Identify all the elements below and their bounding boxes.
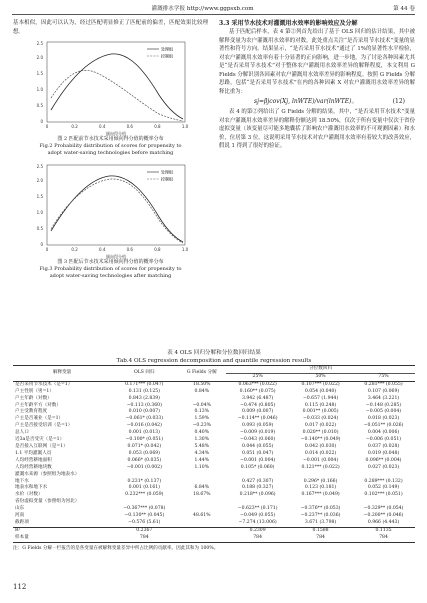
row-label: 人均经营耕地面积 xyxy=(15,457,52,463)
equation-body: sj=βjcov(Xj, lnWTE)/var(lnWTE)。 xyxy=(254,98,358,105)
row-label: 户主受教育程度 xyxy=(15,409,48,415)
th-quantile: 分位数回归 xyxy=(226,366,415,374)
table-row xyxy=(13,403,415,410)
row-cell: −0.006 (0.051) xyxy=(365,437,402,443)
row-cell xyxy=(177,396,226,403)
fig3-xlabel: 倾向得分值 xyxy=(106,254,126,259)
table-caption-cn: 表 4 OLS 回归分解和分位数回归结果 xyxy=(167,350,261,356)
row-cell: 784 xyxy=(139,534,149,540)
fig2-ytick-0: 0 xyxy=(40,119,43,124)
fig3-caption-en-2: adopt water-saving technologies after matching xyxy=(49,273,172,279)
th-q75: 75% xyxy=(352,373,415,381)
fig2-caption-en-2: adopt water-saving technologies before matching xyxy=(47,150,174,156)
fig3-xtick-1: 0.2 xyxy=(71,247,78,252)
row-cell: −0.623** (0.171) xyxy=(237,506,278,512)
row-cell: 0.107*** (0.022) xyxy=(301,381,340,387)
row-cell: −0.009 (0.019) xyxy=(240,430,276,436)
row-cell: −0.474 (0.805) xyxy=(240,402,276,408)
row-cell: −0.016 (0.042) xyxy=(126,423,162,429)
row-cell: 784 xyxy=(316,534,325,540)
row-label: 截距项 xyxy=(15,519,29,525)
row-cell: 0.052 (0.149) xyxy=(367,485,400,491)
row-cell: −0.237** (0.036) xyxy=(300,513,341,519)
table-row xyxy=(13,499,415,506)
left-column xyxy=(13,19,208,280)
row-cell: 4.34% xyxy=(194,450,210,456)
row-cell xyxy=(352,472,415,479)
row-cell xyxy=(177,520,226,527)
table-row xyxy=(13,409,415,416)
row-cell: −0.148 (0.285) xyxy=(365,402,402,408)
row-cell: 0.017 (0.022) xyxy=(304,423,337,429)
row-cell: 0.051 (0.047) xyxy=(241,450,274,456)
row-cell: 0.231* (0.137) xyxy=(127,478,162,484)
right-paragraph-1: 基于匹配后样本，表 4 第②列首先给出了基于 OLS 回归的估计结果，其中被解释变量为农户灌溉用水效率的对数。此处重点关注“是否采用节水技术”变量的显著性和符号方向。结果显示，“是否采用节水技术”通过了 1%的显著性水平检验，对农户灌溉用水效率有着十分显著的正向影响，进一步地，为了讨论各种因素尤其是“是否采用节水技术”对于整体农户灌溉用水效率差异的解释程度，本文利用 G Fields 分解识别各因素对农户灌溉用水效率差异的影响程度。按照 G Fields 分解思路，包括“是否采用节水技术”在内的各种因素 X 对农户灌溉用水效率差异的解释比重为： xyxy=(219,29,415,95)
table-row xyxy=(13,396,415,403)
row-label: 是否接入互联网（是=1） xyxy=(15,443,68,449)
table-row xyxy=(13,430,415,437)
th-q50: 50% xyxy=(289,373,352,381)
fig3-xtick-2: 0.4 xyxy=(99,247,106,252)
fig3-legend-treated: 处理组 xyxy=(161,169,173,175)
row-cell: 0.001** (0.005) xyxy=(302,409,339,415)
row-cell: 0.218** (0.096) xyxy=(239,492,276,498)
row-label: 样本量 xyxy=(15,534,29,540)
table-row xyxy=(13,527,415,534)
fig3-ytick-2: 1.0 xyxy=(36,210,43,215)
row-cell: −0.001 (0.004) xyxy=(240,457,276,463)
row-cell: 0.131 (0.125) xyxy=(128,388,160,394)
fig3-caption-en-1: Fig.3 Probability distribution of scores for propensity to xyxy=(39,266,182,272)
table-row xyxy=(13,423,415,430)
table-note: 注：G Fields 分解一栏报告的是各变量在被解释变量差异中所占比例的贡献率，因此其和为 100%。 xyxy=(13,545,219,551)
fig3-caption-cn: 图 3 匹配后节水技术采用倾向得分值的概率分布 xyxy=(57,259,164,265)
row-cell: 0.019 (0.048) xyxy=(367,450,400,456)
row-cell: 3.671 (3.798) xyxy=(304,519,337,525)
row-cell: 0.004 (0.006) xyxy=(367,430,400,436)
row-label: 地下水 xyxy=(15,478,29,484)
row-cell xyxy=(226,472,289,479)
fig2-ytick-3: 1.5 xyxy=(36,71,43,76)
fig3-ytick-1: 0.5 xyxy=(36,226,43,231)
table-row xyxy=(13,437,415,444)
table-row xyxy=(13,416,415,423)
row-label: 是否采用节水技术（是=1） xyxy=(15,381,73,387)
right-paragraph-2: 表 4 的第②列给出了 G Fields 分解的结果，其中，“是否采用节水技术”变量对农户灌溉用水效率差异的解释份额达到 18.50%，仅次于所有变量中仅次于省份虚拟变量（该变量尽可能多地囊括了影响农户灌溉用水效率的不可观测因素）和水价，位居第 3 位。这说明采用节水技术对农户灌溉用水效率有着较大的改善效应，假说 1 得到了很好的验证。 xyxy=(219,109,415,149)
row-cell: 6.84% xyxy=(194,485,210,491)
page-number: 112 xyxy=(13,583,27,591)
row-cell: 0.427 (0.307) xyxy=(241,478,274,484)
row-cell: 3.464 (3.221) xyxy=(367,395,400,401)
row-cell: −0.329** (0.054) xyxy=(363,506,404,512)
fig3-ytick-4: 2.0 xyxy=(36,178,43,183)
row-cell: 0.2367 xyxy=(136,527,153,533)
row-cell: 1.10% xyxy=(194,464,210,470)
row-cell: −0.061* (0.033) xyxy=(125,416,164,422)
row-label: 河南 xyxy=(15,513,25,519)
row-cell: 18.67% xyxy=(193,492,211,498)
row-cell: 0.115 (0.248) xyxy=(304,402,337,408)
fig3-legend-control: 控制组 xyxy=(161,176,173,182)
row-cell: 0.009 (0.007) xyxy=(241,409,274,415)
row-cell: 1.44% xyxy=(194,457,210,463)
row-cell: 0.102*** (0.051) xyxy=(364,492,403,498)
row-cell: −0.113 (0.360) xyxy=(126,402,162,408)
row-cell: 0.40% xyxy=(194,430,210,436)
results-table xyxy=(13,365,415,543)
row-cell: 784 xyxy=(253,534,263,540)
figure-3-plot xyxy=(29,163,189,259)
row-label: 山东 xyxy=(15,506,25,512)
fig2-ytick-4: 2.0 xyxy=(36,55,43,60)
fig2-xtick-0: 0 xyxy=(45,124,49,129)
fig2-xtick-5: 1.0 xyxy=(181,124,189,129)
row-label: 省份虚拟变量（参照组为河北） xyxy=(15,499,80,505)
left-intro-paragraph: 基本相似，因此可以认为，经过匹配明显修正了匹配前的偏差，匹配效果比较理想。 xyxy=(13,20,208,35)
row-cell: 784 xyxy=(379,534,388,540)
row-cell: 0.281*** (0.055) xyxy=(364,381,403,387)
row-cell: −0.140** (0.049) xyxy=(300,437,341,443)
row-cell: 0.001 (0.161) xyxy=(128,485,160,491)
row-label: 1.1 平均灌溉人员 xyxy=(15,450,52,456)
row-cell: −0.376** (0.053) xyxy=(300,506,341,512)
fig2-control-curve xyxy=(51,70,183,121)
figure-3 xyxy=(29,163,189,259)
row-cell: 0.027 (0.023) xyxy=(367,464,400,470)
fig3-xtick-5: 1.0 xyxy=(181,247,189,252)
fig2-treated-curve xyxy=(51,54,183,119)
row-label: 户主年龄（对数） xyxy=(15,395,52,401)
row-cell: 48.61% xyxy=(193,513,211,519)
table-caption-en: Tab.4 OLS regression decomposition and quantile regression results xyxy=(116,358,312,364)
row-cell: 0.001 (0.013) xyxy=(128,430,160,436)
table-row xyxy=(13,485,415,492)
table-row xyxy=(13,506,415,513)
table-row xyxy=(13,389,415,396)
row-cell: 0.037 (0.028) xyxy=(367,443,400,449)
row-cell: 0.010 (0.007) xyxy=(128,409,160,415)
row-cell: 0.84% xyxy=(194,388,210,394)
row-cell: −0.043 (0.060) xyxy=(240,437,276,443)
table-row xyxy=(13,520,415,527)
row-cell: 0.071* (0.042) xyxy=(127,443,162,449)
fig3-xtick-4: 0.8 xyxy=(154,247,161,252)
row-cell: 0.232*** (0.059) xyxy=(125,492,164,498)
row-cell: 0.105* (0.060) xyxy=(240,464,275,470)
fig2-ytick-5: 2.5 xyxy=(36,41,43,46)
row-cell: 0.093 (0.059) xyxy=(241,423,274,429)
row-cell: 0.107 (0.069) xyxy=(367,388,400,394)
row-cell xyxy=(289,472,352,479)
table-row xyxy=(13,451,415,458)
row-cell: 0.289*** (0.132) xyxy=(364,478,403,484)
row-cell: −0.200** (0.046) xyxy=(363,513,404,519)
row-label: 户主是否兼业（是=1） xyxy=(15,416,64,422)
journal-name: 灌溉排水学报 http://www.ggpsxb.com xyxy=(151,6,254,12)
row-cell: 0.063*** (0.022) xyxy=(238,381,277,387)
row-cell: −0.367*** (0.078) xyxy=(123,506,166,512)
equation xyxy=(219,96,415,108)
row-cell: −0.114** (0.046) xyxy=(237,416,278,422)
row-label: 户主是否接受培训（是=1） xyxy=(15,423,73,429)
fig3-xtick-0: 0 xyxy=(45,247,49,252)
table-row xyxy=(13,513,415,520)
row-cell: −0.657 (1.944) xyxy=(302,395,339,401)
row-cell: 0.042 (0.030) xyxy=(304,443,337,449)
fig2-caption-cn: 图 2 匹配前节水技术采用倾向得分值的概率分布 xyxy=(57,136,164,142)
row-cell: 0.188 (0.327) xyxy=(241,485,274,491)
equation-number: (12) xyxy=(392,98,405,105)
table-row xyxy=(13,479,415,486)
row-cell: 0.171*** (0.047) xyxy=(125,381,164,387)
row-cell: 0.843 (2.839) xyxy=(128,395,160,401)
row-label: 水价（对数） xyxy=(15,492,43,498)
row-label: 近3a是否受灾（是=1） xyxy=(15,437,65,443)
row-label: 户主性别（男=1） xyxy=(15,388,54,394)
page-header xyxy=(12,4,415,15)
th-variable: 解释变量 xyxy=(13,366,111,382)
fig3-ytick-0: 0 xyxy=(40,242,43,247)
fig3-control-curve xyxy=(51,179,183,243)
row-cell: 0.096** (0.004) xyxy=(365,457,402,463)
fig2-legend-control: 控制组 xyxy=(161,53,173,59)
fig3-ytick-3: 1.5 xyxy=(36,194,43,199)
th-gfields: G Fields 分解 xyxy=(177,366,226,382)
table-row xyxy=(13,535,415,542)
row-cell: −0.001 (0.002) xyxy=(126,464,162,470)
row-cell: −0.051** (0.026) xyxy=(363,423,404,429)
th-q25: 25% xyxy=(226,373,289,381)
fig2-xlabel: 倾向得分值 xyxy=(106,131,126,136)
row-cell: 0.2309 xyxy=(249,527,266,533)
row-label: 户主年龄平方（对数） xyxy=(15,402,61,408)
row-cell: 1.59% xyxy=(194,416,210,422)
row-label: 灌溉水来源（参照组为地表水） xyxy=(15,471,80,477)
row-cell: 0.1588 xyxy=(312,527,329,533)
figure-2-plot xyxy=(29,40,189,136)
row-cell: −0.001 (0.004) xyxy=(302,457,339,463)
row-cell: 0.121*** (0.022) xyxy=(301,464,340,470)
row-cell: 3.942 (6.487) xyxy=(241,395,274,401)
row-cell: −0.005 (0.004) xyxy=(365,409,402,415)
row-cell: −0.576 (5.61) xyxy=(128,519,161,525)
row-cell: −0.130** (0.045) xyxy=(124,513,165,519)
row-cell: 18.50% xyxy=(193,381,211,387)
row-cell: 0.053 (0.069) xyxy=(128,450,160,456)
journal-volume: 第 44 卷 xyxy=(393,6,415,12)
row-cell: 0.966 (4.443) xyxy=(367,519,400,525)
fig3-xtick-3: 0.6 xyxy=(126,247,133,252)
row-cell: 0.054 (0.040) xyxy=(304,388,337,394)
row-cell: −0.04% xyxy=(192,402,212,408)
table-row xyxy=(13,472,415,479)
row-cell: 0.296* (0.166) xyxy=(303,478,338,484)
table-row xyxy=(13,381,415,388)
fig2-xtick-3: 0.6 xyxy=(126,124,133,129)
fig2-xtick-1: 0.2 xyxy=(71,124,78,129)
row-cell: −0.049 (0.055) xyxy=(240,513,276,519)
row-cell xyxy=(177,472,226,479)
table-4 xyxy=(13,349,415,552)
row-cell xyxy=(177,527,226,534)
row-cell: 0.167*** (0.049) xyxy=(301,492,340,498)
row-label: 总人口 xyxy=(15,430,29,436)
row-cell xyxy=(111,472,177,479)
row-label: R² xyxy=(15,527,21,533)
row-cell: 0.160** (0.075) xyxy=(239,388,276,394)
table-row xyxy=(13,458,415,465)
fig2-caption-en-1: Fig.2 Probability distribution of scores for propensity to xyxy=(39,143,182,149)
figure-2 xyxy=(29,40,189,136)
fig2-xtick-4: 0.8 xyxy=(154,124,161,129)
row-cell: 1.30% xyxy=(194,437,210,443)
fig3-ytick-5: 2.5 xyxy=(36,164,43,169)
table-row xyxy=(13,465,415,472)
fig3-treated-curve xyxy=(51,176,183,242)
section-heading: 3.3 采用节水技术对灌溉用水效率的影响效应及分解 xyxy=(219,20,358,27)
row-cell xyxy=(177,506,226,513)
row-cell xyxy=(177,499,226,506)
fig2-ytick-2: 1.0 xyxy=(36,87,43,92)
right-column xyxy=(219,19,415,151)
row-cell: 5.48% xyxy=(194,443,210,449)
row-cell: 0.018 (0.023) xyxy=(367,416,400,422)
table-row xyxy=(13,444,415,451)
th-ols: OLS 回归 xyxy=(111,366,177,382)
row-cell: −0.033 (0.024) xyxy=(302,416,339,422)
row-cell: −0.23% xyxy=(192,423,212,429)
row-label: 地表水和地下水 xyxy=(15,485,48,491)
row-cell: 0.1135 xyxy=(375,527,392,533)
row-cell: 0.014 (0.022) xyxy=(304,450,337,456)
row-label: 人均经营耕地块数 xyxy=(15,464,52,470)
row-cell: 0.020** (0.010) xyxy=(302,430,339,436)
row-cell xyxy=(177,535,226,542)
fig2-ytick-1: 0.5 xyxy=(36,103,43,108)
row-cell: 0.13% xyxy=(194,409,210,415)
row-cell: 0.066* (0.035) xyxy=(127,457,162,463)
row-cell: 0.123 (0.181) xyxy=(304,485,337,491)
fig2-xtick-2: 0.4 xyxy=(99,124,106,129)
fig2-legend-treated: 处理组 xyxy=(161,46,173,52)
row-cell: 0.044 (0.055) xyxy=(241,443,274,449)
row-cell: −0.100* (0.051) xyxy=(125,437,164,443)
row-cell: −7.274 (13.006) xyxy=(238,519,277,525)
